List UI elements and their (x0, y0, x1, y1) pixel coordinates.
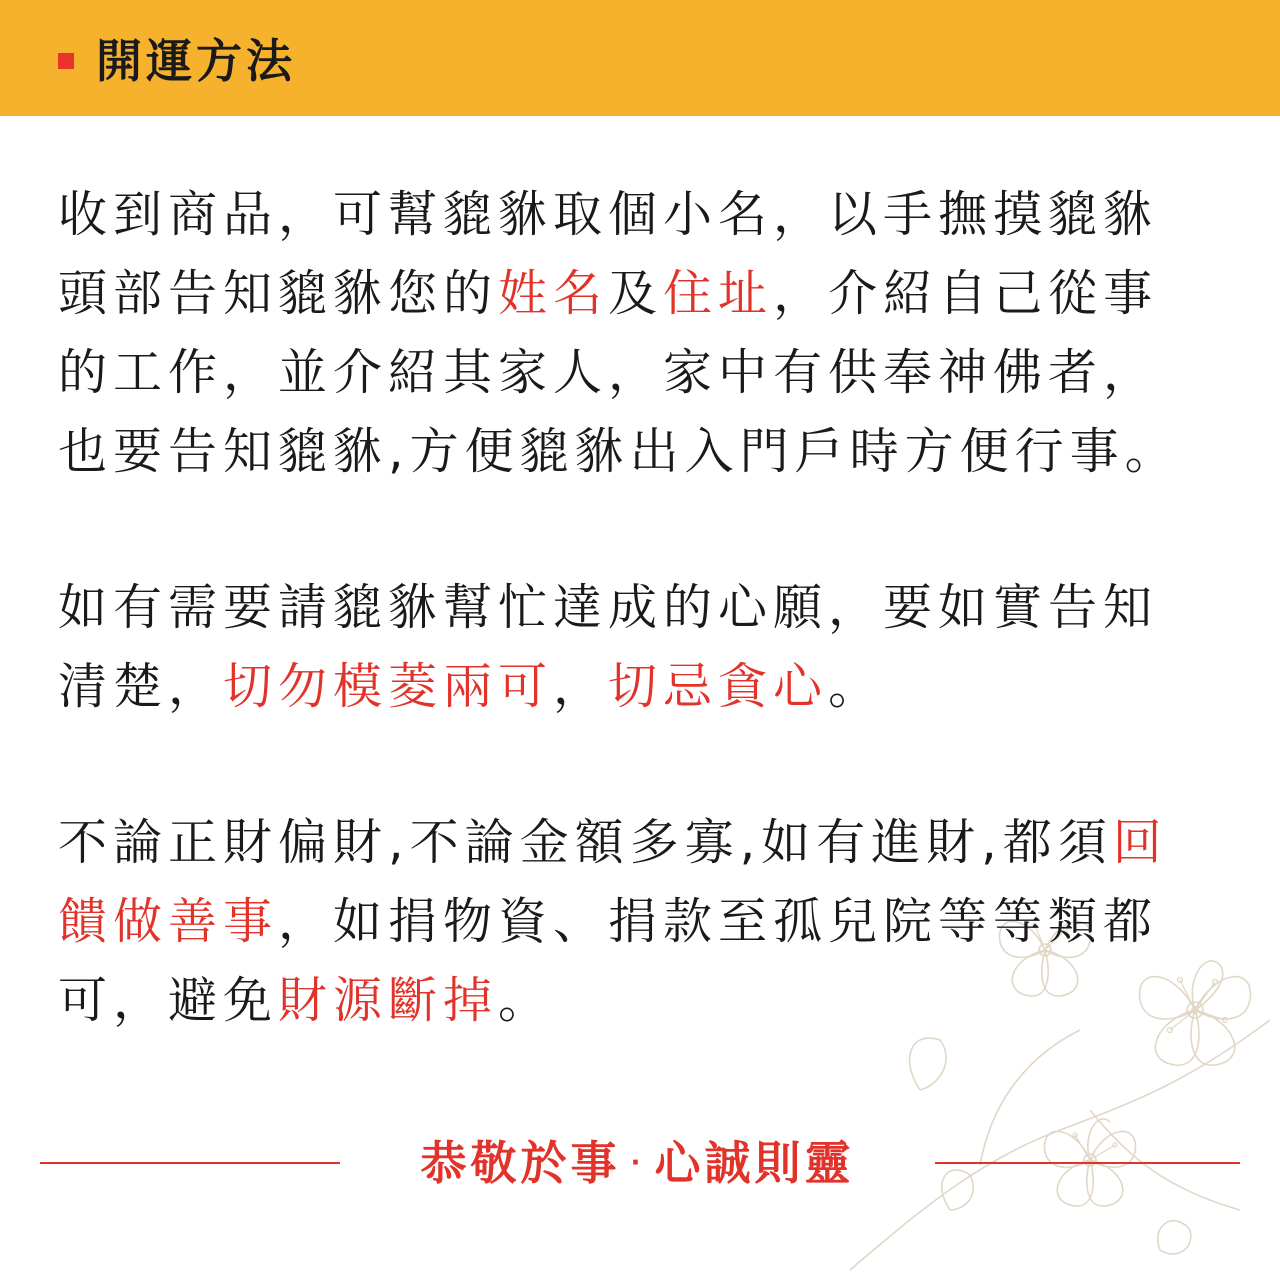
text-run: ，介紹自己從事 (773, 265, 1159, 322)
footer-divider-right (935, 1162, 1240, 1164)
text-line (58, 961, 1258, 1040)
text-line: 的工作，並介紹其家人，家中有供奉神佛者， (58, 344, 1159, 401)
highlight-name: 姓名 (498, 265, 609, 322)
paragraph-wishes (58, 568, 1258, 726)
highlight-address: 住址 (663, 265, 774, 322)
footer-motto (340, 1132, 935, 1198)
text-line (58, 647, 1258, 726)
text-run: 。 (498, 972, 554, 1029)
header-bar (0, 0, 1280, 116)
text-run: 頭部告知貔貅您的 (58, 265, 499, 322)
paragraph-give-back (58, 803, 1258, 1040)
highlight-no-ambiguity: 切勿模菱兩可 (223, 658, 554, 715)
text-line: 如有需要請貔貅幫忙達成的心願，要如實告知 (58, 579, 1159, 636)
text-run: 不論正財偏財,不論金額多寡,如有進財,都須 (58, 814, 1113, 871)
text-run: ，如捐物資、捐款至孤兒院等等類都 (278, 893, 1159, 950)
highlight-wealth-source: 財源斷掉 (278, 972, 499, 1029)
motto-left: 恭敬於事 (420, 1136, 621, 1190)
footer-divider-left (40, 1162, 340, 1164)
page-title: 開運方法 (96, 34, 296, 88)
motto-right: 心誠則靈 (654, 1136, 855, 1190)
text-run: 及 (608, 265, 664, 322)
text-line: 收到商品，可幫貔貅取個小名，以手撫摸貔貅 (58, 186, 1159, 243)
text-line: 也要告知貔貅,方便貔貅出入門戶時方便行事。 (58, 423, 1180, 480)
header-marker-square (58, 53, 74, 69)
text-line (58, 803, 1258, 882)
text-run: ， (553, 658, 609, 715)
text-line (58, 254, 1258, 333)
text-run: 。 (828, 658, 884, 715)
text-run: 清楚， (58, 658, 224, 715)
text-run: 可，避免 (58, 972, 279, 1029)
highlight-give-back: 回 (1112, 814, 1168, 871)
paragraph-naming-ritual (58, 175, 1258, 491)
highlight-no-greed: 切忌貪心 (608, 658, 829, 715)
highlight-give-back: 饋做善事 (58, 893, 279, 950)
text-line (58, 882, 1258, 961)
motto-separator: · (630, 1147, 645, 1178)
